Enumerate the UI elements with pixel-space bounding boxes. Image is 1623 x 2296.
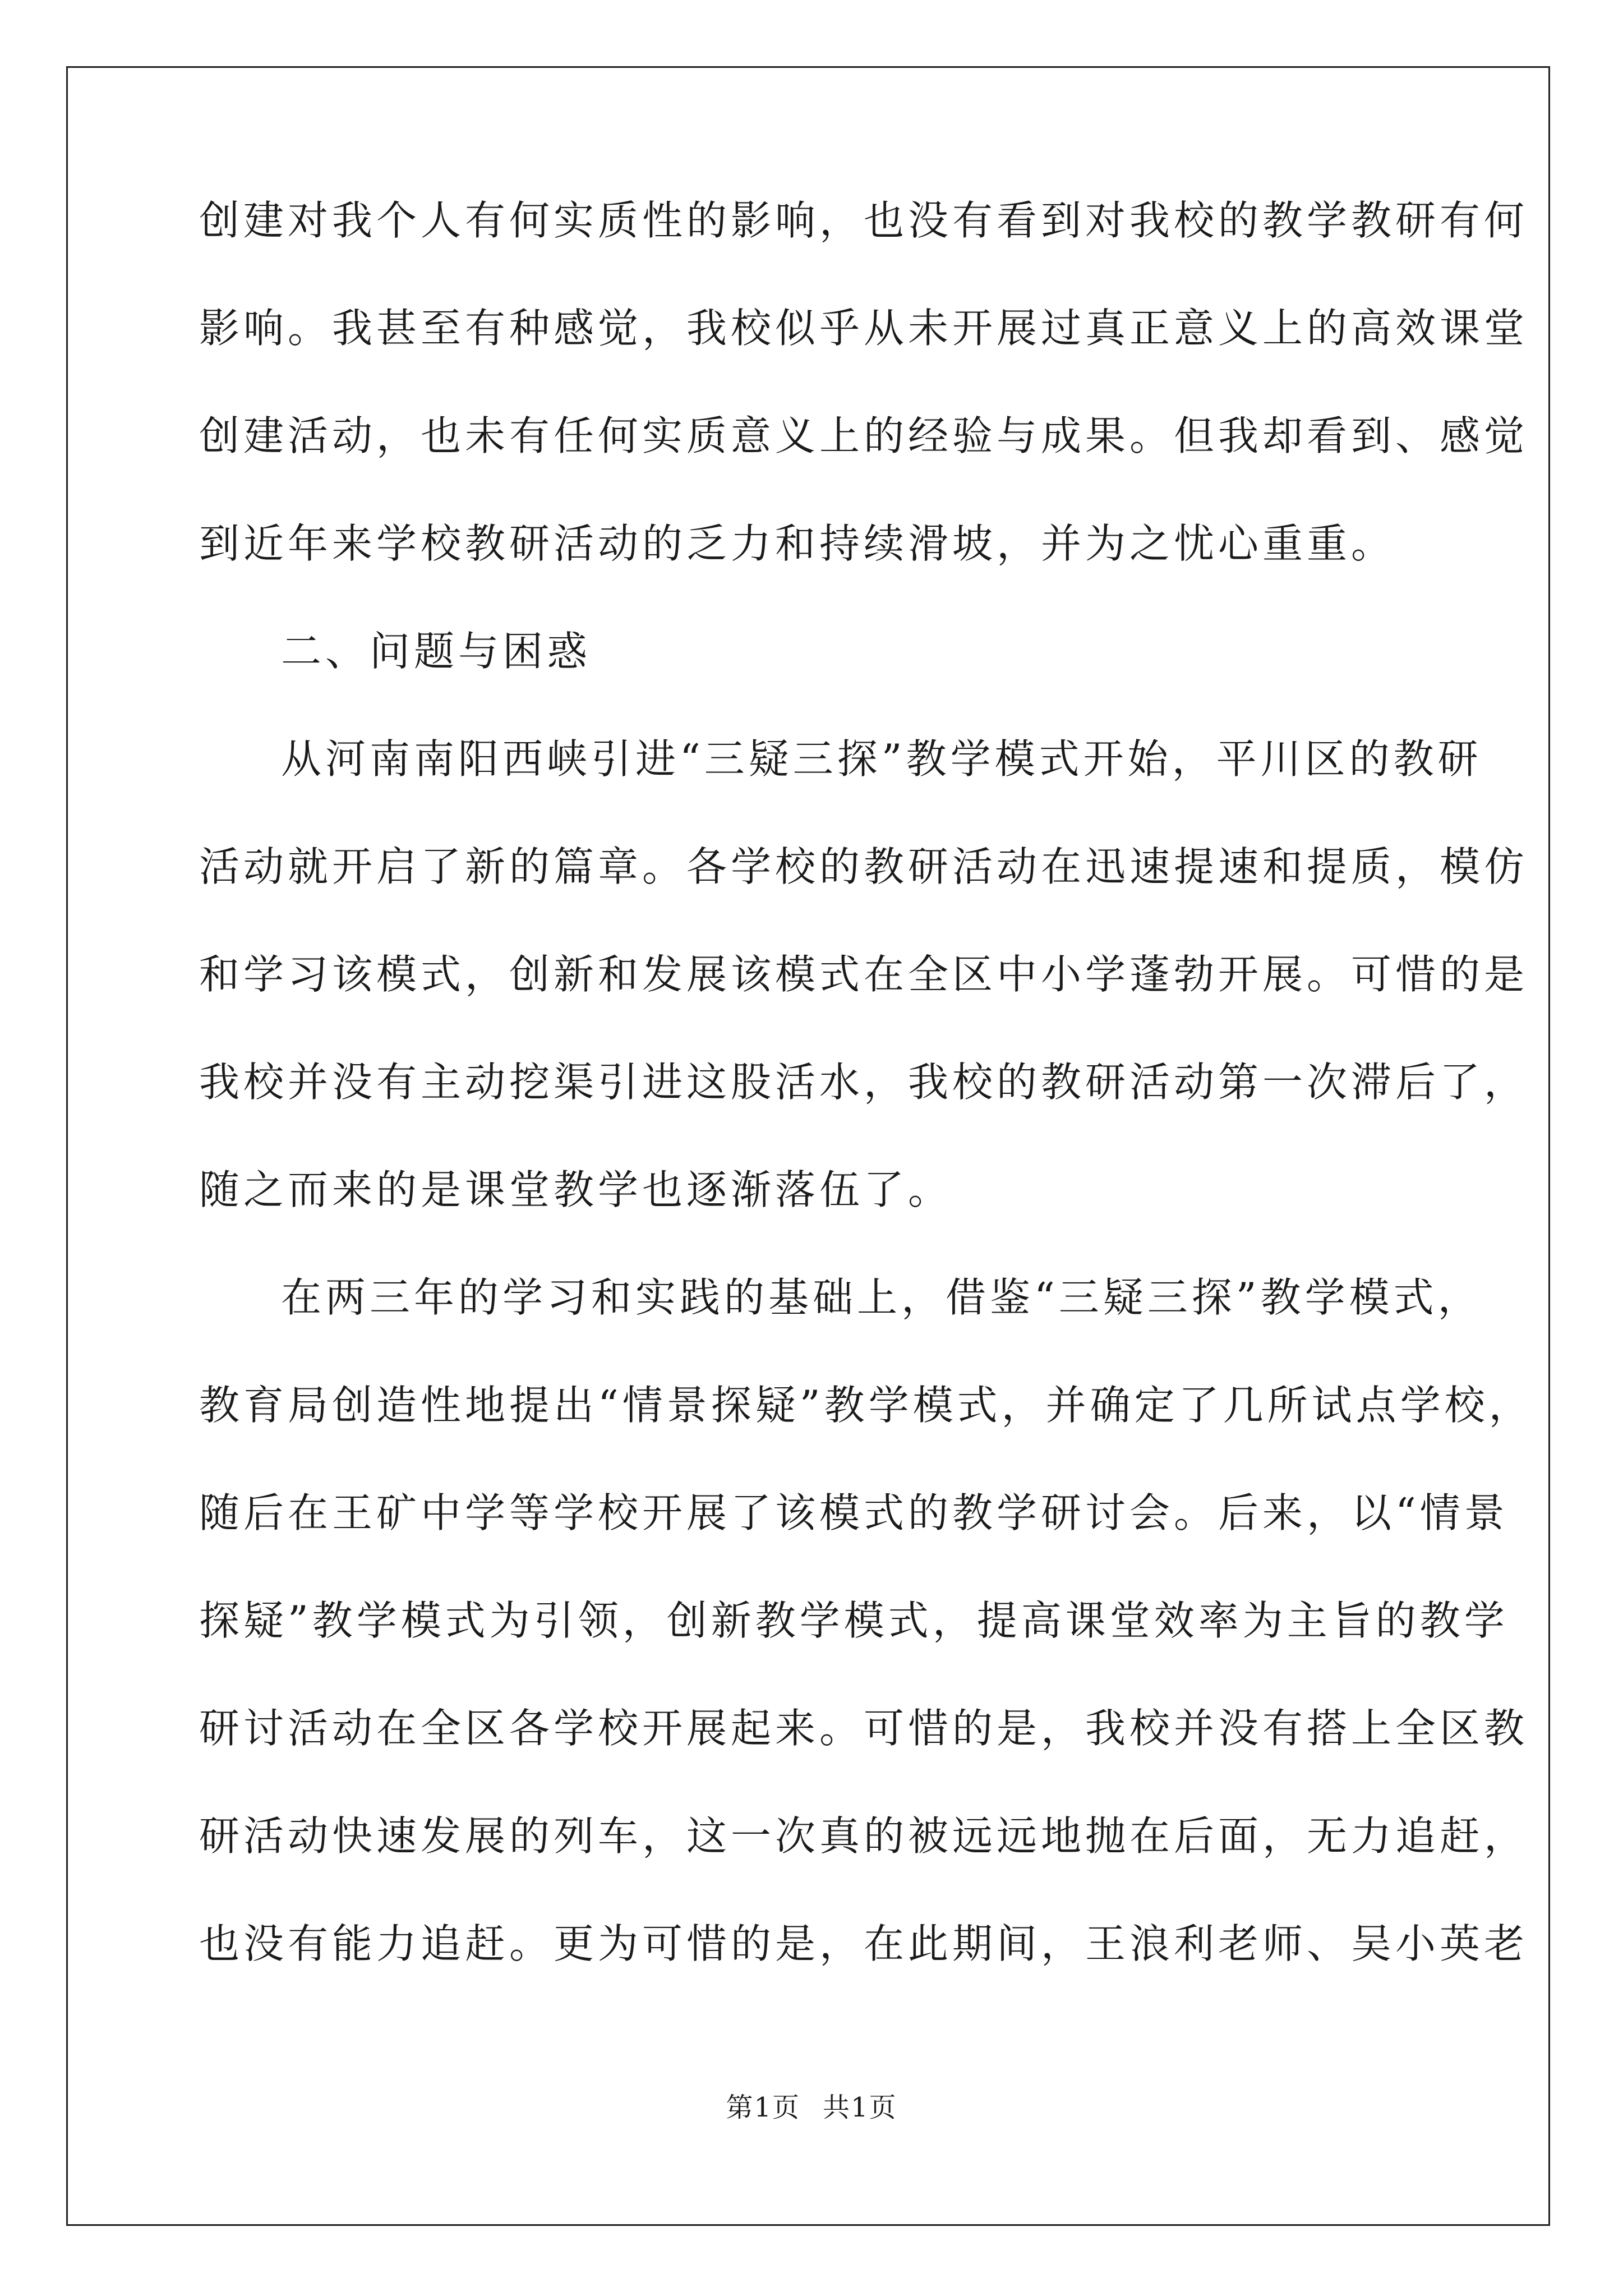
text-line: 创建对我个人有何实质性的影响，也没有看到对我校的教学教研有何 bbox=[199, 197, 1529, 244]
text-line: 教育局创造性地提出“情景探疑”教学模式，并确定了几所试点学校， bbox=[199, 1382, 1533, 1429]
text-line: 随之而来的是课堂教学也逐渐落伍了。 bbox=[199, 1166, 953, 1213]
section-heading: 二、问题与困惑 bbox=[281, 628, 592, 675]
text-line: 研讨活动在全区各学校开展起来。可惜的是，我校并没有搭上全区教 bbox=[199, 1705, 1529, 1752]
text-line: 探疑”教学模式为引领，创新教学模式，提高课堂效率为主旨的教学 bbox=[199, 1597, 1509, 1644]
text-line: 在两三年的学习和实践的基础上，借鉴“三疑三探”教学模式， bbox=[281, 1274, 1482, 1321]
text-line: 影响。我甚至有种感觉，我校似乎从未开展过真正意义上的高效课堂 bbox=[199, 305, 1529, 352]
text-line: 也没有能力追赶。更为可惜的是，在此期间，王浪利老师、吴小英老 bbox=[199, 1920, 1529, 1967]
text-line: 研活动快速发展的列车，这一次真的被远远地抛在后面，无力追赶， bbox=[199, 1812, 1529, 1860]
text-line: 和学习该模式，创新和发展该模式在全区中小学蓬勃开展。可惜的是 bbox=[199, 951, 1529, 998]
page-footer bbox=[0, 2086, 1623, 2124]
text-line: 从河南南阳西峡引进“三疑三探”教学模式开始，平川区的教研 bbox=[281, 735, 1482, 783]
text-line: 活动就开启了新的篇章。各学校的教研活动在迅速提速和提质，模仿 bbox=[199, 843, 1529, 890]
document-body bbox=[199, 194, 1533, 2024]
page-number-total: 共1页 bbox=[823, 2092, 897, 2123]
text-line: 随后在王矿中学等学校开展了该模式的教学研讨会。后来，以“情景 bbox=[199, 1489, 1509, 1536]
text-line: 我校并没有主动挖渠引进这股活水，我校的教研活动第一次滞后了， bbox=[199, 1059, 1529, 1106]
text-line: 创建活动，也未有任何实质意义上的经验与成果。但我却看到、感觉 bbox=[199, 412, 1529, 459]
page-number-current: 第1页 bbox=[726, 2092, 800, 2123]
text-line: 到近年来学校教研活动的乏力和持续滑坡，并为之忧心重重。 bbox=[199, 520, 1396, 567]
